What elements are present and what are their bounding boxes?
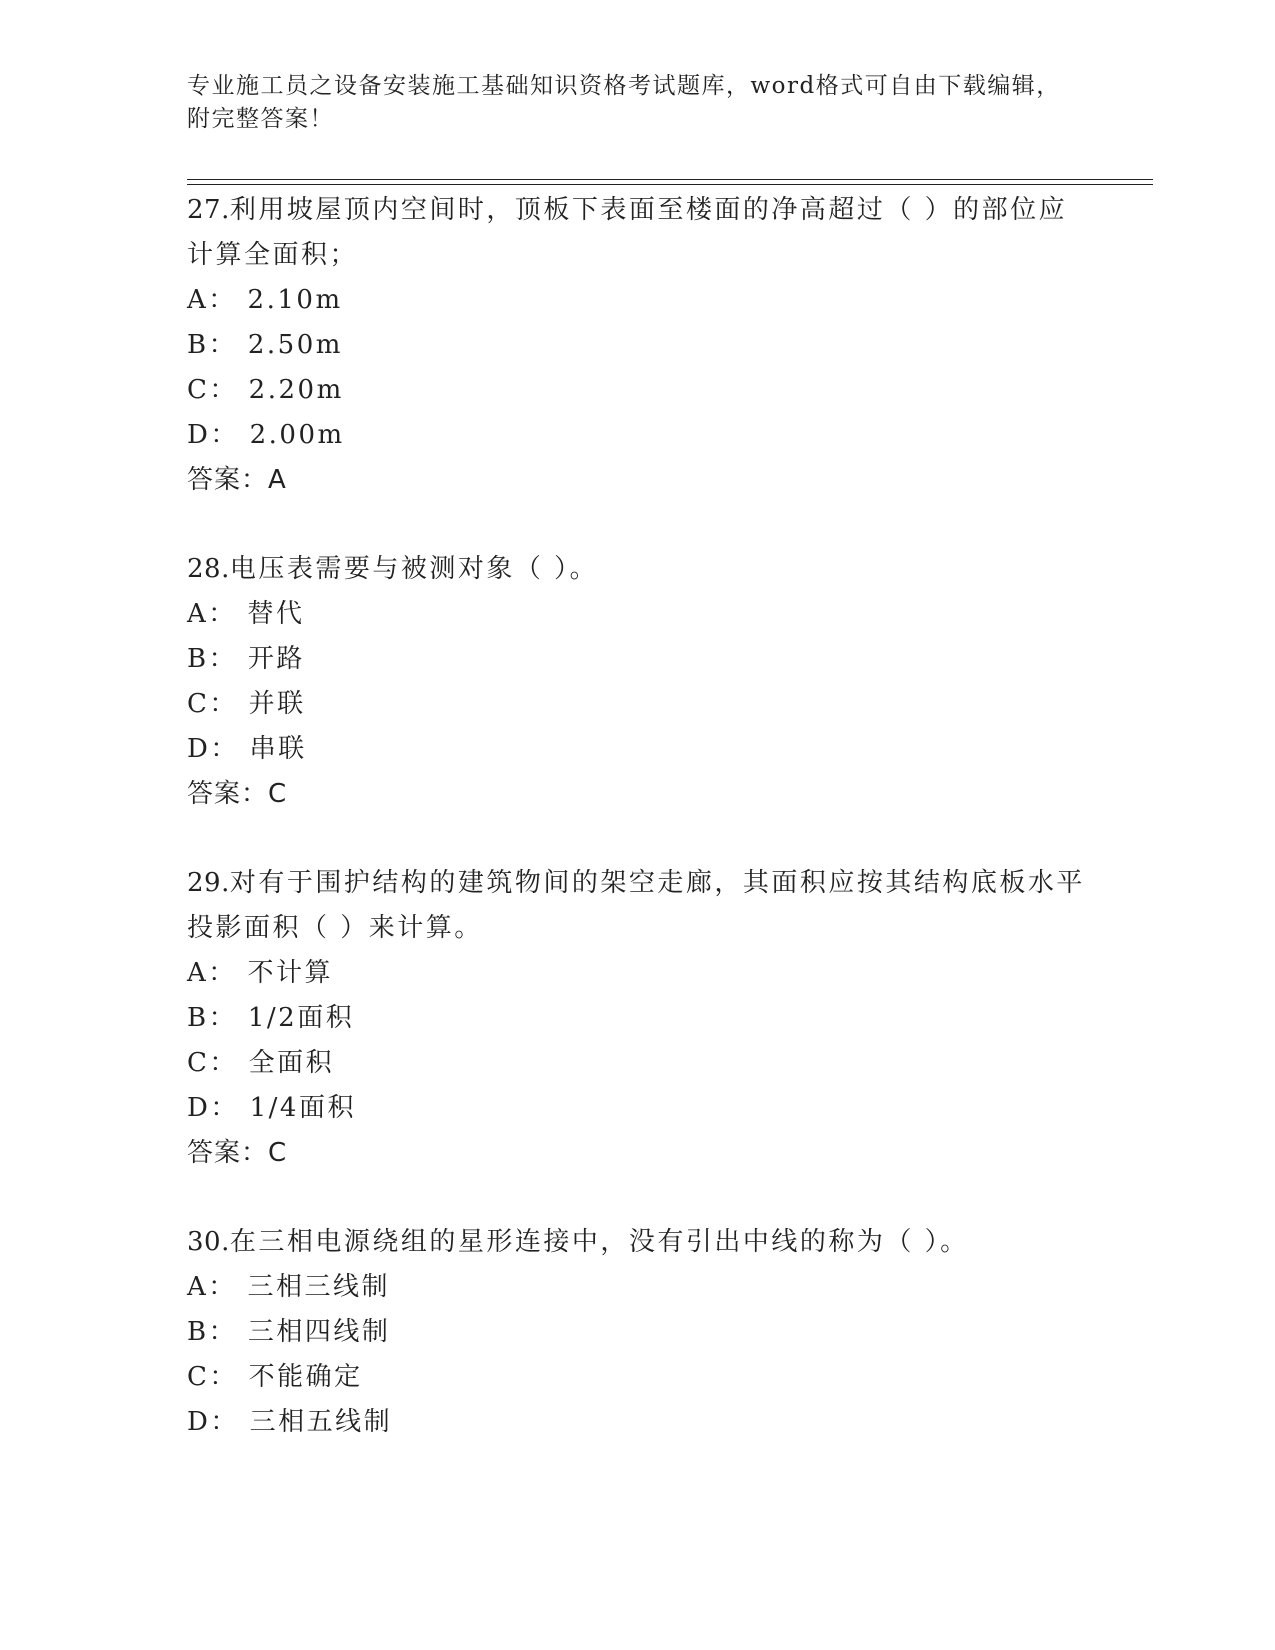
option-b: B： 2.50m <box>187 330 343 360</box>
option-a: A： 替代 <box>187 599 305 629</box>
question-27 <box>187 188 1087 503</box>
question-body: 电压表需要与被测对象（ ）。 <box>229 554 599 584</box>
question-28 <box>187 547 1087 817</box>
question-29 <box>187 861 1087 1176</box>
option-d: D： 三相五线制 <box>187 1407 393 1437</box>
header-divider-top <box>187 179 1153 180</box>
option-b: B： 开路 <box>187 644 305 674</box>
question-body: 利用坡屋顶内空间时，顶板下表面至楼面的净高超过（ ）的部位应计算全面积； <box>187 195 1068 270</box>
option-b: B： 三相四线制 <box>187 1317 391 1347</box>
option-c: C： 全面积 <box>187 1048 335 1078</box>
question-number: 30. <box>187 1227 230 1257</box>
question-body: 对有于围护结构的建筑物间的架空走廊，其面积应按其结构底板水平投影面积（ ）来计算。 <box>187 868 1085 943</box>
question-list <box>187 188 1087 1445</box>
option-d: D： 2.00m <box>187 420 345 450</box>
question-text <box>187 547 1087 592</box>
option-a: A： 三相三线制 <box>187 1272 391 1302</box>
option-d: D： 串联 <box>187 734 307 764</box>
document-header <box>187 70 1067 136</box>
question-body: 在三相电源绕组的星形连接中，没有引出中线的称为（ ）。 <box>229 1227 969 1257</box>
option-b: B： 1/2面积 <box>187 1003 355 1033</box>
answer-line: 答案：C <box>187 1138 288 1168</box>
question-number: 29. <box>187 868 230 898</box>
option-c: C： 2.20m <box>187 375 344 405</box>
question-number: 28. <box>187 554 230 584</box>
option-d: D： 1/4面积 <box>187 1093 356 1123</box>
option-c: C： 并联 <box>187 689 306 719</box>
question-text <box>187 861 1087 951</box>
answer-line: 答案：A <box>187 465 287 495</box>
question-text <box>187 1220 1087 1265</box>
answer-line: 答案：C <box>187 779 288 809</box>
question-number: 27. <box>187 195 230 225</box>
option-a: A： 不计算 <box>187 958 334 988</box>
option-a: A： 2.10m <box>187 285 343 315</box>
option-c: C： 不能确定 <box>187 1362 363 1392</box>
question-text <box>187 188 1087 278</box>
header-divider-bottom <box>187 184 1153 185</box>
question-30 <box>187 1220 1087 1445</box>
header-line-2: 附完整答案！ <box>187 106 334 132</box>
header-line-1: 专业施工员之设备安装施工基础知识资格考试题库，word格式可自由下载编辑， <box>187 73 1061 99</box>
